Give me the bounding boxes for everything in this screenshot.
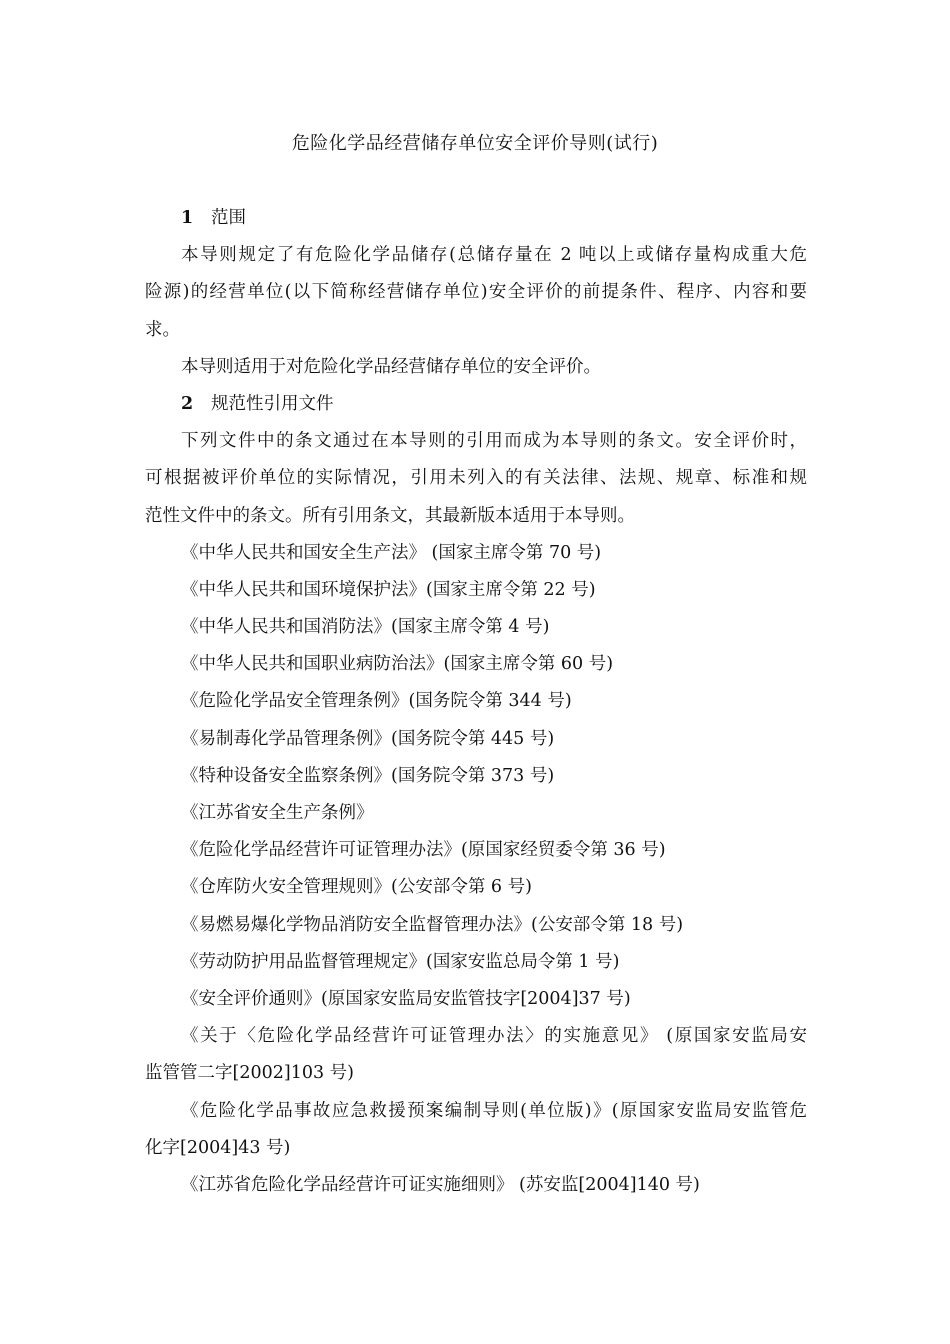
paragraph-line: 险源)的经营单位(以下简称经营储存单位)安全评价的前提条件、程序、内容和要 bbox=[145, 282, 807, 303]
paragraph-line: 求。 bbox=[145, 319, 180, 340]
section-heading bbox=[145, 391, 807, 428]
reference-item: 《中华人民共和国环境保护法》(国家主席令第 22 号) bbox=[181, 579, 596, 600]
section-heading bbox=[145, 205, 807, 242]
section-title: 规范性引用文件 bbox=[211, 393, 334, 414]
reference-item: 《江苏省危险化学品经营许可证实施细则》 (苏安监[2004]140 号) bbox=[181, 1174, 700, 1195]
reference-item: 《危险化学品安全管理条例》(国务院令第 344 号) bbox=[181, 691, 572, 712]
paragraph-line: 下列文件中的条文通过在本导则的引用而成为本导则的条文。安全评价时， bbox=[181, 431, 807, 452]
reference-item: 《仓库防火安全管理规则》(公安部令第 6 号) bbox=[181, 877, 532, 898]
reference-item: 《关于〈危险化学品经营许可证管理办法〉的实施意见》 (原国家安监局安 bbox=[181, 1026, 807, 1047]
reference-item-continued: 化字[2004]43 号) bbox=[145, 1137, 291, 1158]
reference-item: 《特种设备安全监察条例》(国务院令第 373 号) bbox=[181, 765, 555, 786]
reference-item: 《中华人民共和国安全生产法》 (国家主席令第 70 号) bbox=[181, 542, 602, 563]
paragraph-line: 范性文件中的条文。所有引用条文，其最新版本适用于本导则。 bbox=[145, 505, 635, 526]
paragraph-line: 本导则适用于对危险化学品经营储存单位的安全评价。 bbox=[181, 356, 601, 377]
reference-item: 《中华人民共和国消防法》(国家主席令第 4 号) bbox=[181, 617, 550, 638]
paragraph-line: 可根据被评价单位的实际情况，引用未列入的有关法律、法规、规章、标准和规 bbox=[145, 468, 807, 489]
reference-item: 《危险化学品经营许可证管理办法》(原国家经贸委令第 36 号) bbox=[181, 840, 666, 861]
reference-item: 《危险化学品事故应急救援预案编制导则(单位版)》(原国家安监局安监管危 bbox=[181, 1100, 807, 1121]
reference-item: 《中华人民共和国职业病防治法》(国家主席令第 60 号) bbox=[181, 654, 614, 675]
reference-item: 《易制毒化学品管理条例》(国务院令第 445 号) bbox=[181, 728, 555, 749]
reference-item: 《劳动防护用品监督管理规定》(国家安监总局令第 1 号) bbox=[181, 951, 620, 972]
section-number: 1 bbox=[181, 208, 194, 228]
document-body bbox=[145, 205, 807, 1209]
reference-item-continued: 监管管二字[2002]103 号) bbox=[145, 1063, 354, 1084]
reference-item: 《易燃易爆化学物品消防安全监督管理办法》(公安部令第 18 号) bbox=[181, 914, 684, 935]
reference-item: 《安全评价通则》(原国家安监局安监管技字[2004]37 号) bbox=[181, 988, 631, 1009]
section-number: 2 bbox=[181, 393, 194, 414]
reference-item: 《江苏省安全生产条例》 bbox=[181, 803, 374, 823]
document-title: 危险化学品经营储存单位安全评价导则(试行) bbox=[291, 133, 659, 154]
section-title: 范围 bbox=[211, 208, 246, 228]
paragraph-line: 本导则规定了有危险化学品储存(总储存量在 2 吨以上或储存量构成重大危 bbox=[181, 245, 807, 266]
